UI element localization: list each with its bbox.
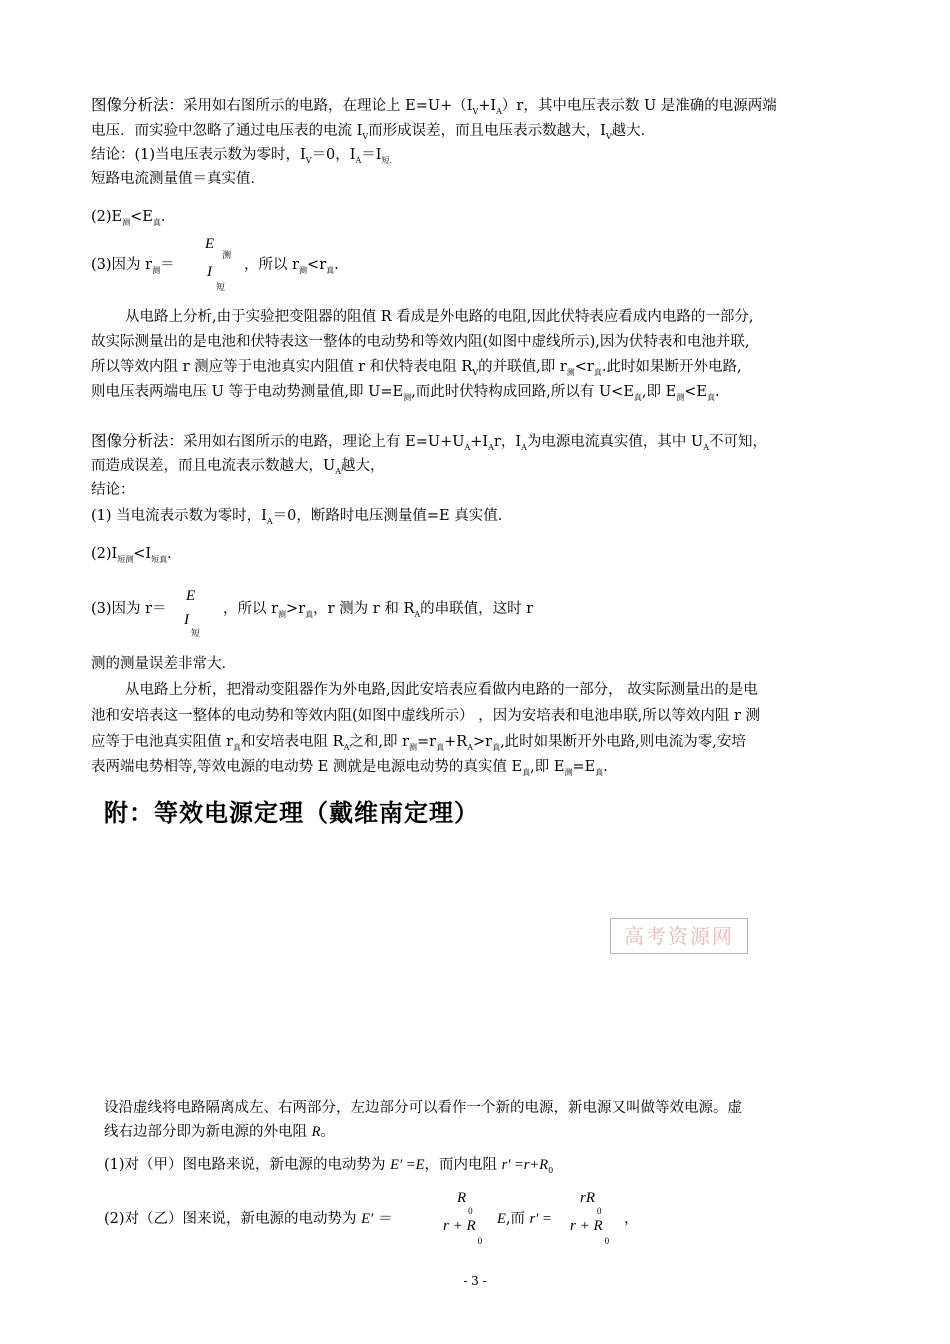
s2-conclusion-1: (1) 当电流表示数为零时，$I_A=0$，断路时电压测量值=E 真实值． bbox=[91, 508, 513, 526]
s1-heading: 图像分析法 bbox=[91, 96, 169, 114]
appendix-case-2-left: (2)对（乙）图来说，新电源的电动势为 E′ ＝ bbox=[104, 1211, 392, 1227]
s2-conclusion-3-right: ，所以 $r_测>r_真$，r 测为 r 和 $R_A$的串联值，这时 r bbox=[223, 601, 534, 619]
s2-conclusion-2: $(2)I_{短测}<I_{短真}$． bbox=[91, 546, 182, 564]
appendix-title: 附：等效电源定理（戴维南定理） bbox=[104, 799, 479, 827]
appendix-case-2-middle: E,而 r′ = bbox=[497, 1211, 552, 1227]
appendix-text-line-2: 线右边部分即为新电源的外电阻 R。 bbox=[104, 1124, 335, 1140]
s2-paragraph-line-4: 表两端电势相等,等效电源的电动势 E 测就是电源电动势的真实值 $E_真$,即 $E_测=E_真$. bbox=[91, 759, 608, 777]
s2-line-1: 图像分析法：采用如右图所示的电路，理论上有 $E=U+U_A+I_Ar$，$I_A$为电源电流真实值，其中 $U_A$不可知， bbox=[91, 432, 767, 452]
appendix-fraction-2-numerator: $rR_0$ bbox=[580, 1190, 602, 1216]
appendix-case-1: (1)对（甲）图电路来说，新电源的电动势为 E′ =E，而内电阻 $r' =r+R_0$ bbox=[104, 1157, 554, 1175]
appendix-fraction-1-denominator: $r + R_0$ bbox=[443, 1218, 483, 1246]
s1-line-2: 电压．而实验中忽略了通过电压表的电流 $I_V$而形成误差，而且电压表示数越大，$I_V$越大． bbox=[91, 123, 656, 141]
watermark-stamp: 高考资源网 bbox=[610, 918, 748, 954]
s2-line-2: 而造成误差，而且电流表示数越大，$U_A$越大， bbox=[91, 458, 385, 476]
s1-paragraph-line-1: 从电路上分析,由于实验把变阻器的阻值 R 看成是外电路的电阻,因此伏特表应看成内电路的一部分, bbox=[125, 309, 754, 325]
s1-line-1: 图像分析法：采用如右图所示的电路，在理论上 $E=U+(I_V+I_A)r$，其中电压表示数 U 是准确的电源两端 bbox=[91, 96, 777, 116]
s2-error-note: 测的测量误差非常大． bbox=[91, 656, 236, 672]
s1-conclusion-1: 结论：(1)当电压表示数为零时，$I_V=0$，$I_A=I_{短.}$ bbox=[91, 147, 393, 165]
s2-paragraph-line-2: 池和安培表这一整体的电动势和等效内阻(如图中虚线所示） ，因为安培表和电池串联,所以等效内阻 r 测 bbox=[91, 708, 761, 724]
s2-paragraph-line-1: 从电路上分析，把滑动变阻器作为外电路,因此安培表应看做内电路的一部分， 故实际测量出的是电 bbox=[125, 682, 758, 698]
page-number: - 3 - bbox=[463, 1274, 487, 1288]
s1-paragraph-line-4: 则电压表两端电压 U 等于电动势测量值,即 $U=E_测$,而此时伏特构成回路,所以有 $U<E_真$,即 $E_测<E_真$. bbox=[91, 384, 720, 402]
appendix-case-2-end: ， bbox=[624, 1211, 639, 1227]
s2-paragraph-line-3: 应等于电池真实阻值 $r_真$和安培表电阻 $R_A$之和,即 $r_测=r_真+R_A>r_真$,此时如果断开外电路,则电流为零,安培 bbox=[91, 734, 746, 752]
s1-paragraph-line-2: 故实际测量出的是电池和伏特表这一整体的电动势和等效内阻(如图中虚线所示),因为伏特表和电池并联, bbox=[91, 334, 750, 350]
s1-conclusion-3-right: ，所以 $r_测<r_真$. bbox=[244, 257, 339, 275]
s2-conclusion-3-left: (3)因为 r＝ bbox=[91, 601, 167, 617]
s2-conclusion-label: 结论： bbox=[91, 482, 135, 498]
s1-fraction-denominator: $I_短$ bbox=[207, 264, 226, 292]
s2-fraction-denominator: $I_短$ bbox=[184, 612, 201, 638]
appendix-fraction-1-numerator: $R_0$ bbox=[457, 1190, 473, 1216]
appendix-fraction-2-denominator: $r + R_0$ bbox=[570, 1218, 610, 1246]
s2-heading: 图像分析法 bbox=[91, 432, 169, 450]
s1-fraction-numerator: $E_测$ bbox=[205, 236, 232, 260]
appendix-text-line-1: 设沿虚线将电路隔离成左、右两部分，左边部分可以看作一个新的电源，新电源又叫做等效电源。虚 bbox=[104, 1100, 742, 1116]
s1-paragraph-line-3: 所以等效内阻 r 测应等于电池真实内阻值 r 和伏特表电阻 $R_V$的并联值,即 $r_测<r_真$.此时如果断开外电路, bbox=[91, 359, 742, 377]
s1-short-circuit-line: 短路电流测量值＝真实值． bbox=[91, 171, 265, 187]
s1-conclusion-2: $(2)E_测<E_真$． bbox=[91, 209, 176, 227]
s1-conclusion-3-left: (3)因为 $r_测=$ bbox=[91, 257, 175, 275]
s2-fraction-numerator: E bbox=[186, 588, 196, 604]
